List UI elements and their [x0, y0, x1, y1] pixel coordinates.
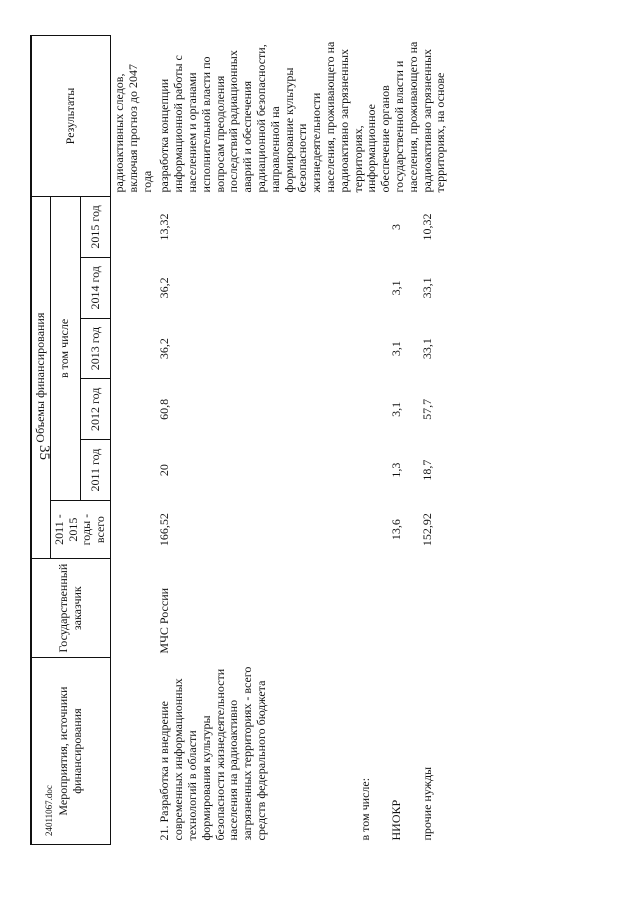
row-2011: 18,7 — [419, 459, 434, 481]
row-2014: 3,1 — [388, 280, 403, 296]
carry-over-row — [110, 36, 156, 845]
row-2013: 3,1 — [388, 341, 403, 357]
header-results: Результаты — [31, 36, 110, 197]
row-label: прочие нужды — [419, 766, 434, 841]
item-2014: 36,2 — [157, 277, 172, 299]
item-2011: 20 — [157, 464, 172, 477]
financing-table — [30, 35, 450, 845]
row-total: 152,92 — [419, 513, 434, 547]
row-2012: 3,1 — [388, 401, 403, 417]
rotated-page — [10, 35, 550, 875]
sub-label: в том числе: — [357, 777, 372, 841]
header-total: 2011 - 2015 годы - всего — [50, 500, 110, 558]
header-year-2013: 2013 год — [80, 318, 110, 379]
row-2014: 33,1 — [419, 277, 434, 299]
row-2015: 10,32 — [419, 213, 434, 241]
header-volumes: Объемы финансирования — [31, 196, 50, 558]
row-2013: 33,1 — [419, 338, 434, 360]
header-measures: Мероприятия, источники финансирования — [31, 658, 110, 845]
item-title-text: Разработка и внедрение современных информационных технологий в области формирования культуры безопасности жизнедеятельности населения на радиоактивно загрязненных территориях - всего средств федерального бюджета — [157, 666, 268, 841]
item-customer: МЧС России — [157, 587, 172, 654]
header-year-2011: 2011 год — [80, 440, 110, 501]
row-2012: 57,7 — [419, 398, 434, 420]
page-number: 35 — [36, 445, 52, 460]
item-2012: 60,8 — [157, 398, 172, 420]
header-year-2012: 2012 год — [80, 379, 110, 440]
header-customer: Государственный заказчик — [31, 559, 110, 658]
header-year-2015: 2015 год — [80, 196, 110, 257]
header-year-2014: 2014 год — [80, 257, 110, 318]
item-result: разработка концепции информационной работы с населением и органами исполнительной власти по вопросам преодоления последствий радиационных аварий и обеспечения радиационной безопасности, направленной на формирование культуры безопасности жизнедеятельности населения, проживающего на радиоактивно загрязненных территориях, информационное обеспечение органов государственной власти и населения, проживающего на радиоактивно загрязненных территориях, на основе — [157, 41, 448, 193]
carry-over-result: радиоактивных следов, включая прогноз до 2047 года — [111, 63, 154, 193]
item-total: 166,52 — [157, 513, 172, 547]
item-2015: 13,32 — [157, 213, 172, 241]
item-number: 21. — [157, 825, 172, 841]
item-2013: 36,2 — [157, 338, 172, 360]
row-label: НИОКР — [388, 799, 403, 841]
footer-code: 24011067.doc — [44, 785, 54, 836]
row-total: 13,6 — [388, 519, 403, 541]
header-including: в том числе — [50, 196, 80, 500]
row-2011: 1,3 — [388, 462, 403, 478]
table-row — [156, 36, 356, 845]
row-2015: 3 — [388, 223, 403, 230]
item-title — [156, 658, 356, 845]
